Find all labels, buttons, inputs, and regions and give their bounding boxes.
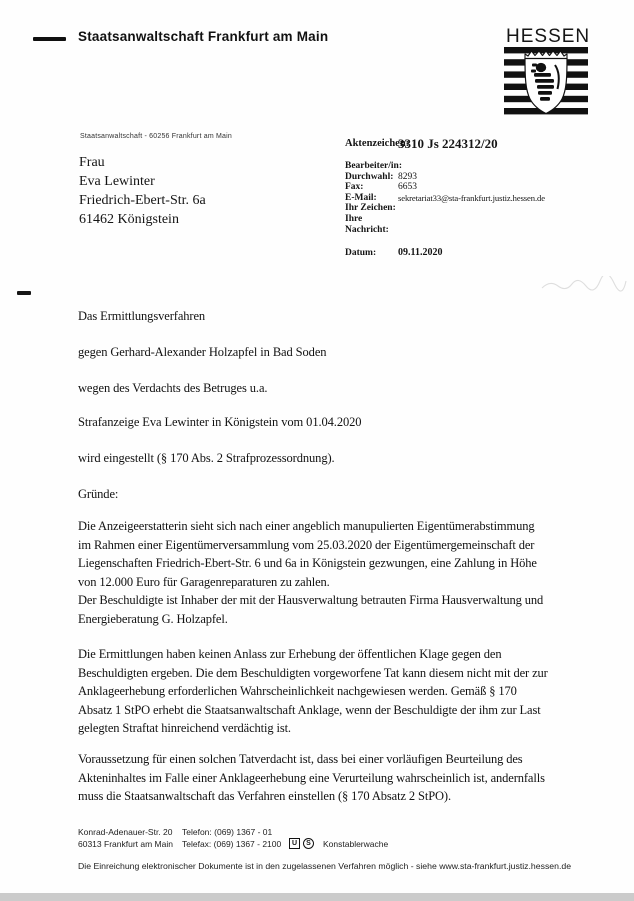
durchwahl-label: Durchwahl: xyxy=(345,171,394,182)
body-line-strafanzeige: Strafanzeige Eva Lewinter in Königstein vom 01.04.2020 xyxy=(78,415,362,429)
body-line-wegen: wegen des Verdachts des Betruges u.a. xyxy=(78,381,268,395)
footer-office-address xyxy=(78,827,173,850)
paragraph-line: Beschuldigten ergeben. Die dem Beschuldigten vorgeworfene Tat kann diesem nicht mit der zur xyxy=(78,665,548,680)
paragraph-line: Liegenschaften Friedrich-Ebert-Str. 6 und 6a in Königstein gezwungen, eine Zahlung in Höhe xyxy=(78,556,537,571)
footer-electronic-filing-note: Die Einreichung elektronischer Dokumente ist in den zugelassenen Verfahren möglich - siehe www.sta-frankfurt.justiz.hessen.de xyxy=(78,861,572,871)
date-row xyxy=(345,248,560,259)
ihre-nachricht-label: Ihre Nachricht: xyxy=(345,213,389,235)
body-paragraph-2 xyxy=(78,645,548,738)
paragraph-line: gelegten Straftat hinreichend verdächtig ist. xyxy=(78,721,291,736)
hessen-coat-of-arms-icon xyxy=(504,46,588,121)
scan-noise-artifact xyxy=(540,276,630,299)
ihr-zeichen-label: Ihr Zeichen: xyxy=(345,203,396,214)
paragraph-line: Voraussetzung für einen solchen Tatverdacht ist, dass bei einer vorläufigen Beurteilung des xyxy=(78,752,523,766)
paragraph-line: Energieberatung G. Holzapfel. xyxy=(78,611,228,626)
reference-row xyxy=(345,161,560,172)
footer-telefax: Telefax: (069) 1367 - 2100 xyxy=(182,838,282,849)
paragraph-line: Der Beschuldigte ist Inhaber der mit der Hausverwaltung betrauten Firma Hausverwaltung und xyxy=(78,593,544,608)
paragraph-line: Die Anzeigeerstatterin sieht sich nach einer angeblich manupulierten Eigentümerabstimmung xyxy=(78,519,535,533)
bearbeiter-label: Bearbeiter/in: xyxy=(345,161,402,171)
paragraph-line: Akteninhaltes im Falle einer Anklageerhebung eine Verurteilung wahrscheinlich ist, andernfalls xyxy=(78,770,545,785)
u-bahn-icon: U xyxy=(289,838,300,849)
paragraph-line: muss die Staatsanwaltschaft das Verfahren einstellen (§ 170 Absatz 2 StPO). xyxy=(78,789,451,804)
body-paragraph-3 xyxy=(78,750,545,806)
fax-value: 6653 xyxy=(398,182,417,193)
reference-block xyxy=(345,136,560,259)
case-number-label: Aktenzeichen: xyxy=(345,138,410,149)
footer-street: Konrad-Adenauer-Str. 20 xyxy=(78,827,173,837)
body-line-gegen: gegen Gerhard-Alexander Holzapfel in Bad Soden xyxy=(78,345,327,359)
case-number-row xyxy=(345,136,560,152)
footer-transit-info xyxy=(289,838,388,849)
reference-row xyxy=(345,172,560,183)
sender-return-address: Staatsanwaltschaft - 60256 Frankfurt am Main xyxy=(80,133,232,140)
recipient-name: Eva Lewinter xyxy=(79,174,155,189)
recipient-street: Friedrich-Ebert-Str. 6a xyxy=(79,193,206,208)
transit-station-name: Konstablerwache xyxy=(323,838,389,849)
paragraph-line: von 12.000 Euro für Garagenreparaturen zu zahlen. xyxy=(78,574,330,589)
durchwahl-value: 8293 xyxy=(398,171,417,182)
email-label: E-Mail: xyxy=(345,192,377,203)
recipient-city: 61462 Königstein xyxy=(79,212,179,227)
reference-row xyxy=(345,182,560,193)
reference-row xyxy=(345,203,560,214)
body-paragraph-1 xyxy=(78,517,543,629)
fax-label: Fax: xyxy=(345,182,364,193)
page-title: Staatsanwaltschaft Frankfurt am Main xyxy=(78,29,329,44)
paragraph-line: Anklageerhebung erforderlichen Wahrscheinlichkeit nachgewiesen werden. Gemäß § 170 xyxy=(78,684,517,699)
fold-mark xyxy=(17,291,31,295)
recipient-salutation: Frau xyxy=(79,155,105,170)
recipient-address-block xyxy=(79,153,206,229)
paragraph-line: Absatz 1 StPO erhebt die Staatsanwaltschaft Anklage, wenn der Beschuldigte der ihm zur Last xyxy=(78,702,541,717)
hessen-logo-text: HESSEN xyxy=(506,26,591,47)
paragraph-line: Die Ermittlungen haben keinen Anlass zur Erhebung der öffentlichen Klage gegen den xyxy=(78,647,502,661)
footer-city: 60313 Frankfurt am Main xyxy=(78,838,173,849)
date-label: Datum: xyxy=(345,248,377,259)
reference-row xyxy=(345,214,560,235)
body-line-einstellung: wird eingestellt (§ 170 Abs. 2 Strafprozessordnung). xyxy=(78,451,335,465)
scan-edge-strip xyxy=(0,893,634,901)
reference-row xyxy=(345,193,560,204)
letterhead-dash xyxy=(33,37,66,41)
case-number-value: 3310 Js 224312/20 xyxy=(398,136,498,151)
paragraph-line: im Rahmen einer Eigentümerversammlung vom 25.03.2020 der Eigentümergemeinschaft der xyxy=(78,537,535,552)
footer-phone-block xyxy=(182,827,281,850)
body-line-gruende: Gründe: xyxy=(78,487,119,501)
s-bahn-icon: S xyxy=(303,838,314,849)
body-line-verfahren: Das Ermittlungsverfahren xyxy=(78,309,206,323)
email-value: sekretariat33@sta-frankfurt.justiz.hessen.de xyxy=(398,192,545,203)
footer-telefon: Telefon: (069) 1367 - 01 xyxy=(182,827,273,837)
date-value: 09.11.2020 xyxy=(398,247,443,259)
